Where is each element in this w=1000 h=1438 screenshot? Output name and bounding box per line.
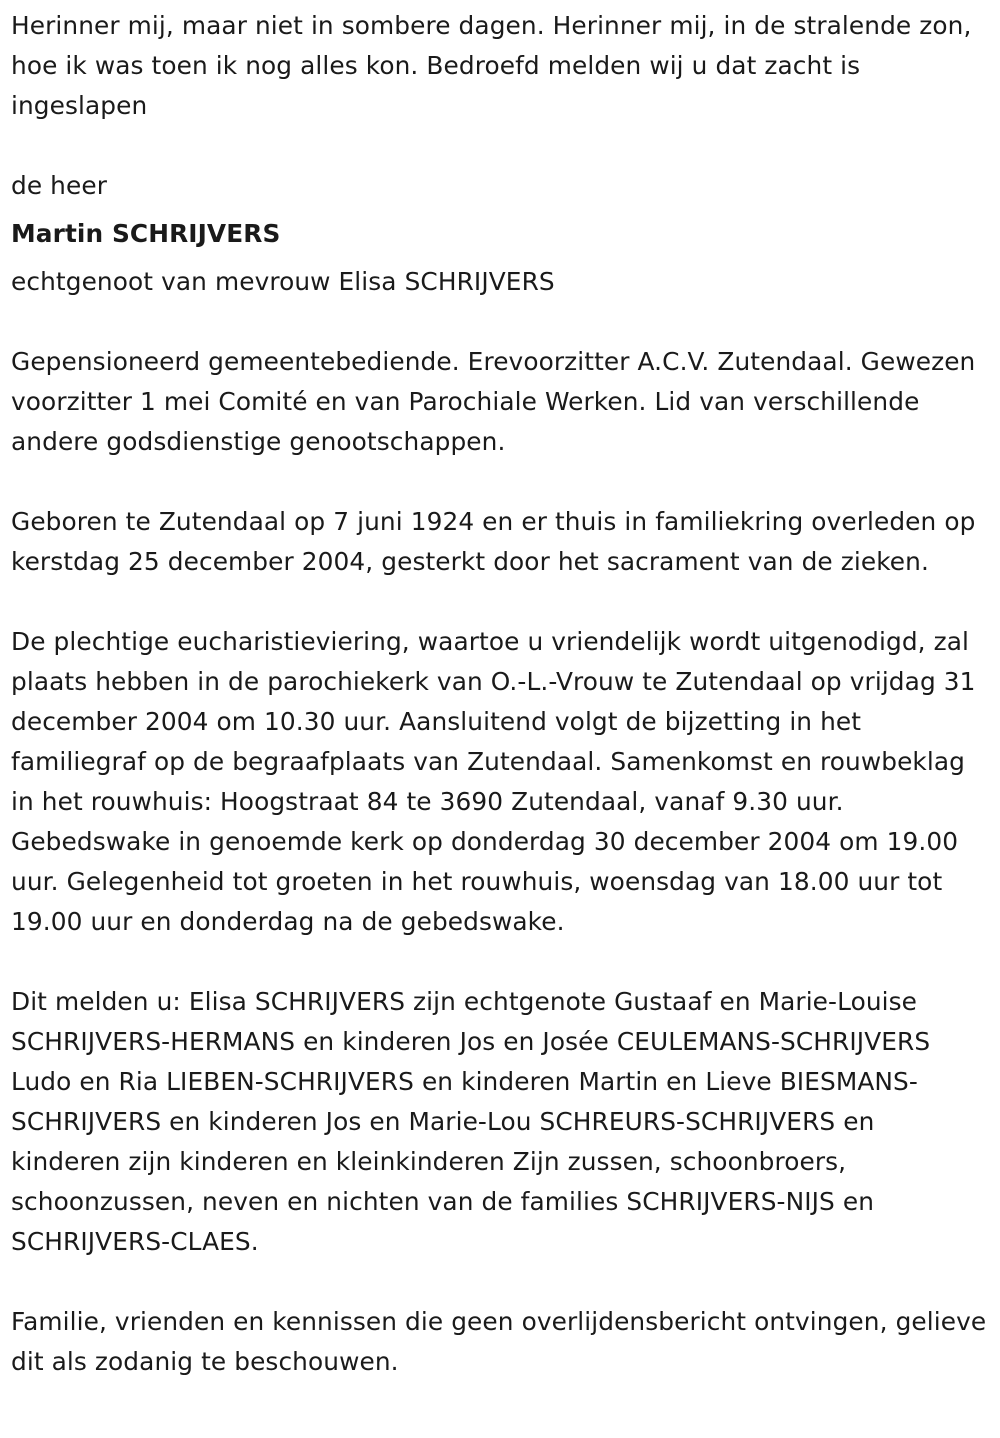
family-paragraph: Dit melden u: Elisa SCHRIJVERS zijn echtgenote Gustaaf en Marie-Louise SCHRIJVERS-HERMANS en kinderen Jos en Josée CEULEMANS-SCHRIJVERS Ludo en Ria LIEBEN-SCHRIJVERS en kinderen Martin en Lieve BIESMANS-SCHRIJVERS en kinderen Jos en Marie-Lou SCHREURS-SCHRIJVERS en kinderen zijn kinderen en kleinkinderen Zijn zussen, schoonbroers, schoonzussen, neven en nichten van de families SCHRIJVERS-NIJS en SCHRIJVERS-CLAES. — [11, 987, 931, 1256]
honorific: de heer — [11, 171, 108, 200]
deceased-name: Martin SCHRIJVERS — [11, 219, 281, 248]
intro-paragraph: Herinner mij, maar niet in sombere dagen. Herinner mij, in de stralende zon, hoe ik was toen ik nog alles kon. Bedroefd melden wij u dat zacht is ingeslapen — [11, 11, 972, 120]
ceremony-paragraph: De plechtige eucharistieviering, waartoe u vriendelijk wordt uitgenodigd, zal plaats hebben in de parochiekerk van O.-L.-Vrouw te Zutendaal op vrijdag 31 december 2004 om 10.30 uur. Aansluitend volgt de bijzetting in het familiegraf op de begraafplaats van Zutendaal. Samenkomst en rouwbeklag in het rouwhuis: Hoogstraat 84 te 3690 Zutendaal, vanaf 9.30 uur. Gebedswake in genoemde kerk op donderdag 30 december 2004 om 19.00 uur. Gelegenheid tot groeten in het rouwhuis, woensdag van 18.00 uur tot 19.00 uur en donderdag na de gebedswake. — [11, 627, 976, 936]
closing-paragraph: Familie, vrienden en kennissen die geen overlijdensbericht ontvingen, gelieve dit als zodanig te beschouwen. — [11, 1307, 987, 1376]
obituary-notice — [11, 6, 991, 1382]
career-paragraph: Gepensioneerd gemeentebediende. Erevoorzitter A.C.V. Zutendaal. Gewezen voorzitter 1 mei Comité en van Parochiale Werken. Lid van verschillende andere godsdienstige genootschappen. — [11, 347, 976, 456]
birth-death-paragraph: Geboren te Zutendaal op 7 juni 1924 en er thuis in familiekring overleden op kerstdag 25 december 2004, gesterkt door het sacrament van de zieken. — [11, 507, 976, 576]
spouse-line: echtgenoot van mevrouw Elisa SCHRIJVERS — [11, 267, 555, 296]
